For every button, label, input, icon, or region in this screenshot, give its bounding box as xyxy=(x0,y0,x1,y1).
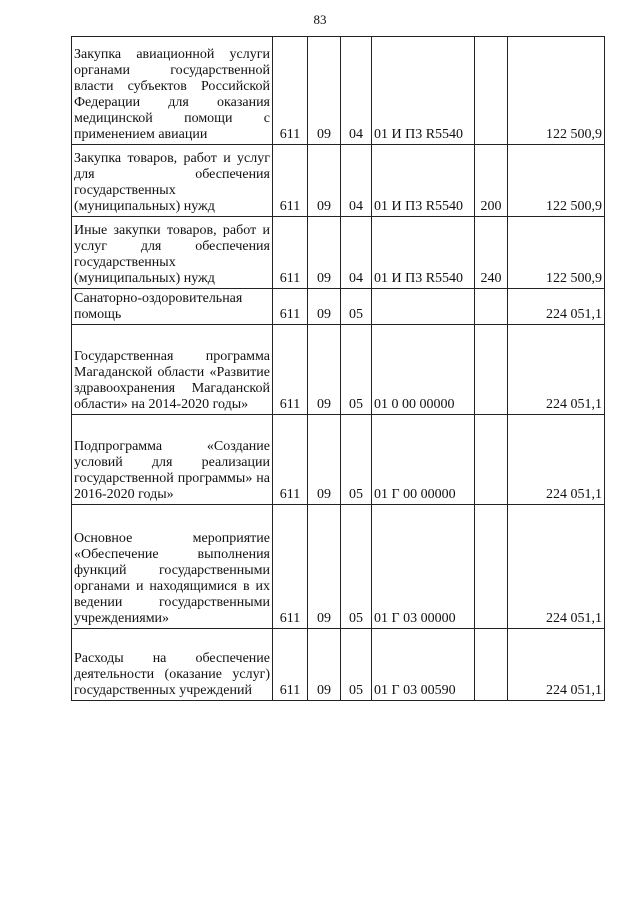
row-ved: 611 xyxy=(273,37,308,145)
row-rz: 09 xyxy=(308,505,341,629)
row-csr: 01 И П3 R5540 xyxy=(372,37,475,145)
row-sum: 224 051,1 xyxy=(508,415,605,505)
page-number: 83 xyxy=(313,12,327,27)
row-pr: 04 xyxy=(341,217,372,289)
table-row xyxy=(72,289,605,325)
table-row xyxy=(72,505,605,629)
row-csr: 01 Г 03 00000 xyxy=(372,505,475,629)
row-vr xyxy=(475,289,508,325)
row-vr xyxy=(475,325,508,415)
row-csr: 01 0 00 00000 xyxy=(372,325,475,415)
budget-table xyxy=(71,36,605,701)
row-sum: 122 500,9 xyxy=(508,145,605,217)
row-vr xyxy=(475,629,508,701)
row-name: Расходы на обеспечение деятельности (оказание услуг) государственных учреждений xyxy=(72,629,273,701)
table-row xyxy=(72,325,605,415)
row-rz: 09 xyxy=(308,37,341,145)
row-vr xyxy=(475,505,508,629)
row-csr: 01 И П3 R5540 xyxy=(372,217,475,289)
row-name: Закупка товаров, работ и услуг для обеспечения государственных (муниципальных) нужд xyxy=(72,145,273,217)
table-row xyxy=(72,217,605,289)
row-vr xyxy=(475,37,508,145)
row-pr: 04 xyxy=(341,145,372,217)
table-row xyxy=(72,629,605,701)
row-rz: 09 xyxy=(308,629,341,701)
row-rz: 09 xyxy=(308,145,341,217)
row-csr xyxy=(372,289,475,325)
row-rz: 09 xyxy=(308,415,341,505)
row-ved: 611 xyxy=(273,415,308,505)
row-csr: 01 Г 03 00590 xyxy=(372,629,475,701)
table-row xyxy=(72,415,605,505)
table-row xyxy=(72,37,605,145)
row-ved: 611 xyxy=(273,505,308,629)
row-vr: 200 xyxy=(475,145,508,217)
row-name: Подпрограмма «Создание условий для реализации государственной программы» на 2016-2020 годы» xyxy=(72,415,273,505)
row-rz: 09 xyxy=(308,325,341,415)
row-sum: 224 051,1 xyxy=(508,289,605,325)
table-row xyxy=(72,145,605,217)
row-name: Государственная программа Магаданской области «Развитие здравоохранения Магаданской области» на 2014-2020 годы» xyxy=(72,325,273,415)
row-sum: 224 051,1 xyxy=(508,505,605,629)
row-ved: 611 xyxy=(273,289,308,325)
row-pr: 05 xyxy=(341,505,372,629)
row-name: Основное мероприятие «Обеспечение выполнения функций государственными органами и находящимися в их ведении государственными учреждениями» xyxy=(72,505,273,629)
row-rz: 09 xyxy=(308,289,341,325)
row-vr xyxy=(475,415,508,505)
row-csr: 01 Г 00 00000 xyxy=(372,415,475,505)
row-ved: 611 xyxy=(273,325,308,415)
row-rz: 09 xyxy=(308,217,341,289)
row-name: Закупка авиационной услуги органами государственной власти субъектов Российской Федерации для оказания медицинской помощи с применением авиации xyxy=(72,37,273,145)
row-pr: 04 xyxy=(341,37,372,145)
row-ved: 611 xyxy=(273,629,308,701)
row-pr: 05 xyxy=(341,415,372,505)
row-sum: 122 500,9 xyxy=(508,217,605,289)
row-ved: 611 xyxy=(273,217,308,289)
row-pr: 05 xyxy=(341,289,372,325)
row-vr: 240 xyxy=(475,217,508,289)
row-sum: 224 051,1 xyxy=(508,629,605,701)
row-ved: 611 xyxy=(273,145,308,217)
row-pr: 05 xyxy=(341,629,372,701)
row-csr: 01 И П3 R5540 xyxy=(372,145,475,217)
row-name: Иные закупки товаров, работ и услуг для обеспечения государственных (муниципальных) нужд xyxy=(72,217,273,289)
row-sum: 122 500,9 xyxy=(508,37,605,145)
row-pr: 05 xyxy=(341,325,372,415)
row-name: Санаторно-оздоровительная помощь xyxy=(72,289,273,325)
row-sum: 224 051,1 xyxy=(508,325,605,415)
